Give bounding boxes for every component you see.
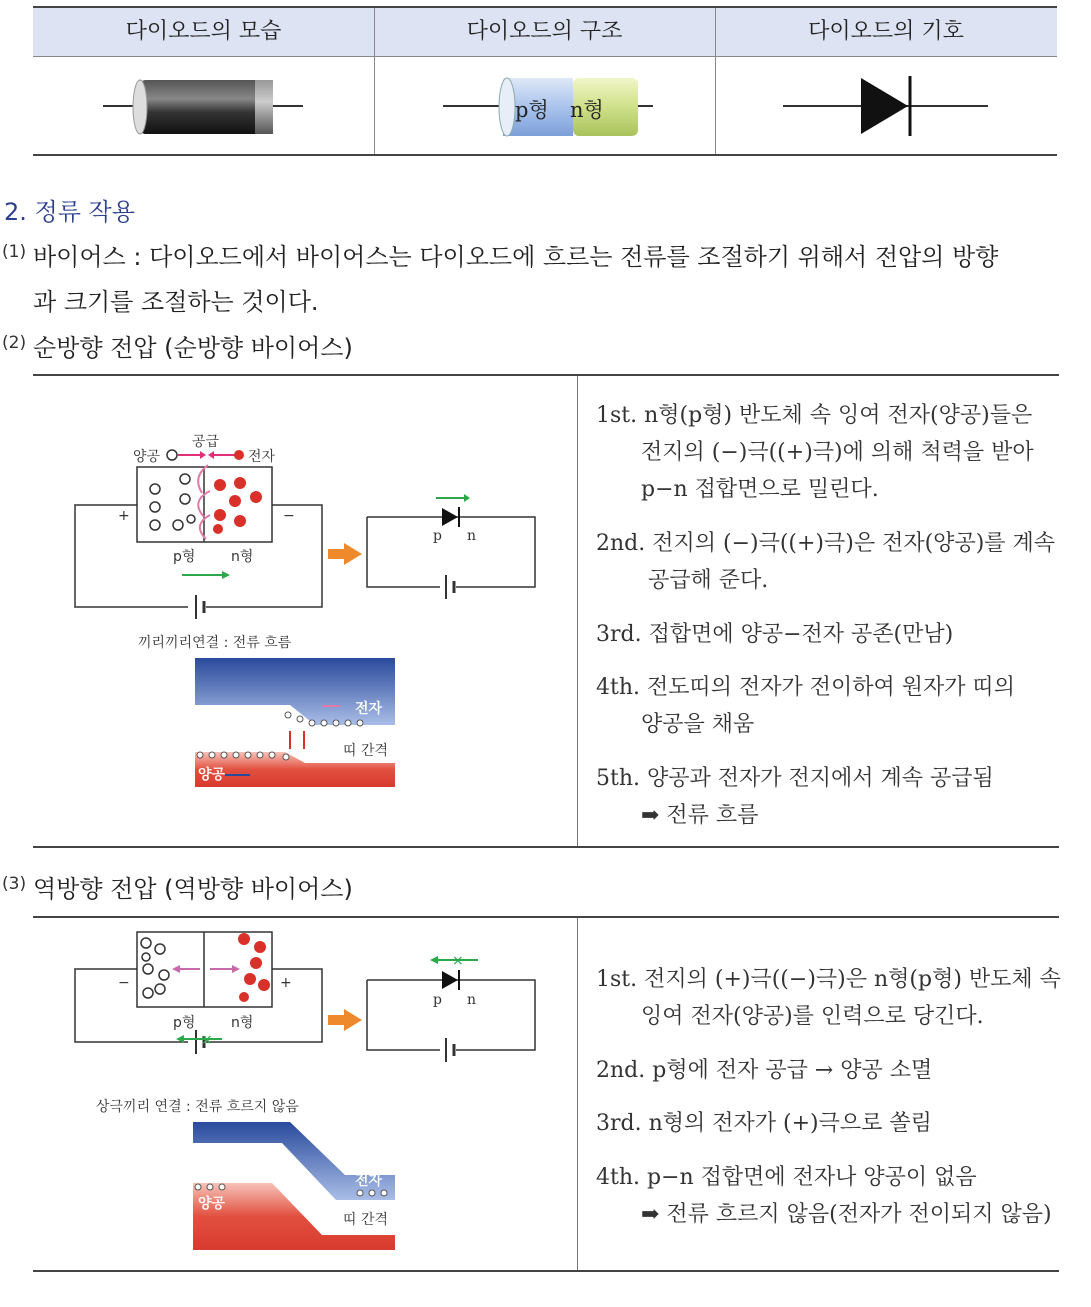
forward-diagram (60, 425, 550, 805)
fw-step1-l3: p−n 접합면으로 밀린다. (641, 477, 879, 502)
fw-step5-l2: ➡ 전류 흐름 (641, 803, 759, 828)
rv-minus-label: − (118, 975, 130, 991)
rv-step4-l2: ➡ 전류 흐르지 않음(전자가 전이되지 않음) (641, 1202, 1052, 1227)
rv-band-electron: 전자 (355, 1173, 383, 1189)
reverse-bottom-rule (33, 1270, 1059, 1272)
fw-minus-label: − (283, 508, 295, 524)
rv-step1-l2: 잉여 전자(양공)를 인력으로 당긴다. (641, 1004, 984, 1029)
fw-band-electron: 전자 (355, 701, 383, 717)
rv-band-gap: 띠 간격 (343, 1212, 389, 1228)
rv-step3: 3rd. n형의 전자가 (+)극으로 쏠림 (596, 1111, 932, 1136)
header-symbol: 다이오드의 기호 (808, 19, 964, 44)
structure-p-label: p형 (515, 98, 549, 122)
rv-caption: 상극끼리 연결 : 전류 흐르지 않음 (96, 1099, 299, 1115)
fw-step1-l1: 1st. n형(p형) 반도체 속 잉여 전자(양공)들은 (596, 403, 1033, 428)
fw-plus-label: + (118, 508, 130, 524)
item2-num: (2) (2, 333, 27, 353)
fw-step2-l2: 공급해 준다. (648, 568, 769, 593)
header-appearance: 다이오드의 모습 (125, 19, 282, 44)
item2-title: 순방향 전압 (순방향 바이어스) (33, 334, 353, 362)
reverse-top-rule (33, 916, 1059, 918)
forward-bottom-rule (33, 846, 1059, 848)
item1-num: (1) (2, 242, 27, 262)
svg-text:×: × (201, 1032, 213, 1048)
rv-circ-p: p (433, 992, 442, 1008)
fw-step5-l1: 5th. 양공과 전자가 전지에서 계속 공급됨 (596, 766, 994, 791)
structure-n-label: n형 (570, 98, 604, 122)
fw-step2-l1: 2nd. 전지의 (−)극((+)극)은 전자(양공)를 계속 (596, 531, 1056, 556)
rv-step2: 2nd. p형에 전자 공급 → 양공 소멸 (596, 1058, 933, 1083)
fw-hole-label: 양공 (133, 449, 161, 465)
fw-n-label: n형 (231, 549, 254, 565)
fw-step3: 3rd. 접합면에 양공−전자 공존(만남) (596, 622, 954, 647)
fw-band-hole: 양공 (198, 767, 226, 783)
section-title: 2. 정류 작용 (4, 198, 135, 226)
fw-step4-l2: 양공을 채움 (641, 712, 755, 737)
reverse-diagram (60, 925, 550, 1255)
item3-num: (3) (2, 874, 27, 894)
diode-photo (93, 68, 313, 148)
fw-caption: 끼리끼리연결 : 전류 흐름 (138, 635, 292, 651)
rv-plus-label: + (280, 975, 292, 991)
fw-band-gap: 띠 간격 (343, 743, 389, 759)
fw-step4-l1: 4th. 전도띠의 전자가 전이하여 원자가 띠의 (596, 675, 1015, 700)
forward-divider (577, 376, 578, 846)
fw-step1-l2: 전지의 (−)극((+)극)에 의해 척력을 받아 (641, 440, 1034, 465)
diode-symbol (783, 76, 993, 140)
rv-circ-n: n (467, 992, 477, 1008)
rv-band-hole: 양공 (198, 1196, 226, 1212)
item1-line1: 바이어스 : 다이오드에서 바이어스는 다이오드에 흐르는 전류를 조절하기 위해서 전압의 방향 (33, 243, 999, 271)
header-structure: 다이오드의 구조 (466, 19, 623, 44)
reverse-divider (577, 918, 578, 1270)
item1-line2: 과 크기를 조절하는 것이다. (33, 288, 319, 316)
table-header (33, 8, 1057, 57)
fw-circ-p: p (433, 528, 442, 544)
forward-top-rule (33, 374, 1059, 376)
fw-supply-label: 공급 (192, 434, 220, 450)
diode-table (33, 6, 1057, 156)
item3-title: 역방향 전압 (역방향 바이어스) (33, 875, 353, 903)
rv-step1-l1: 1st. 전지의 (+)극((−)극)은 n형(p형) 반도체 속 (596, 967, 1061, 992)
fw-circ-n: n (467, 528, 477, 544)
rv-n-label: n형 (231, 1015, 254, 1031)
rv-step4-l1: 4th. p−n 접합면에 전자나 양공이 없음 (596, 1165, 977, 1190)
rv-p-label: p형 (173, 1015, 196, 1031)
fw-electron-label: 전자 (248, 449, 276, 465)
svg-text:×: × (452, 953, 464, 969)
fw-p-label: p형 (173, 549, 196, 565)
